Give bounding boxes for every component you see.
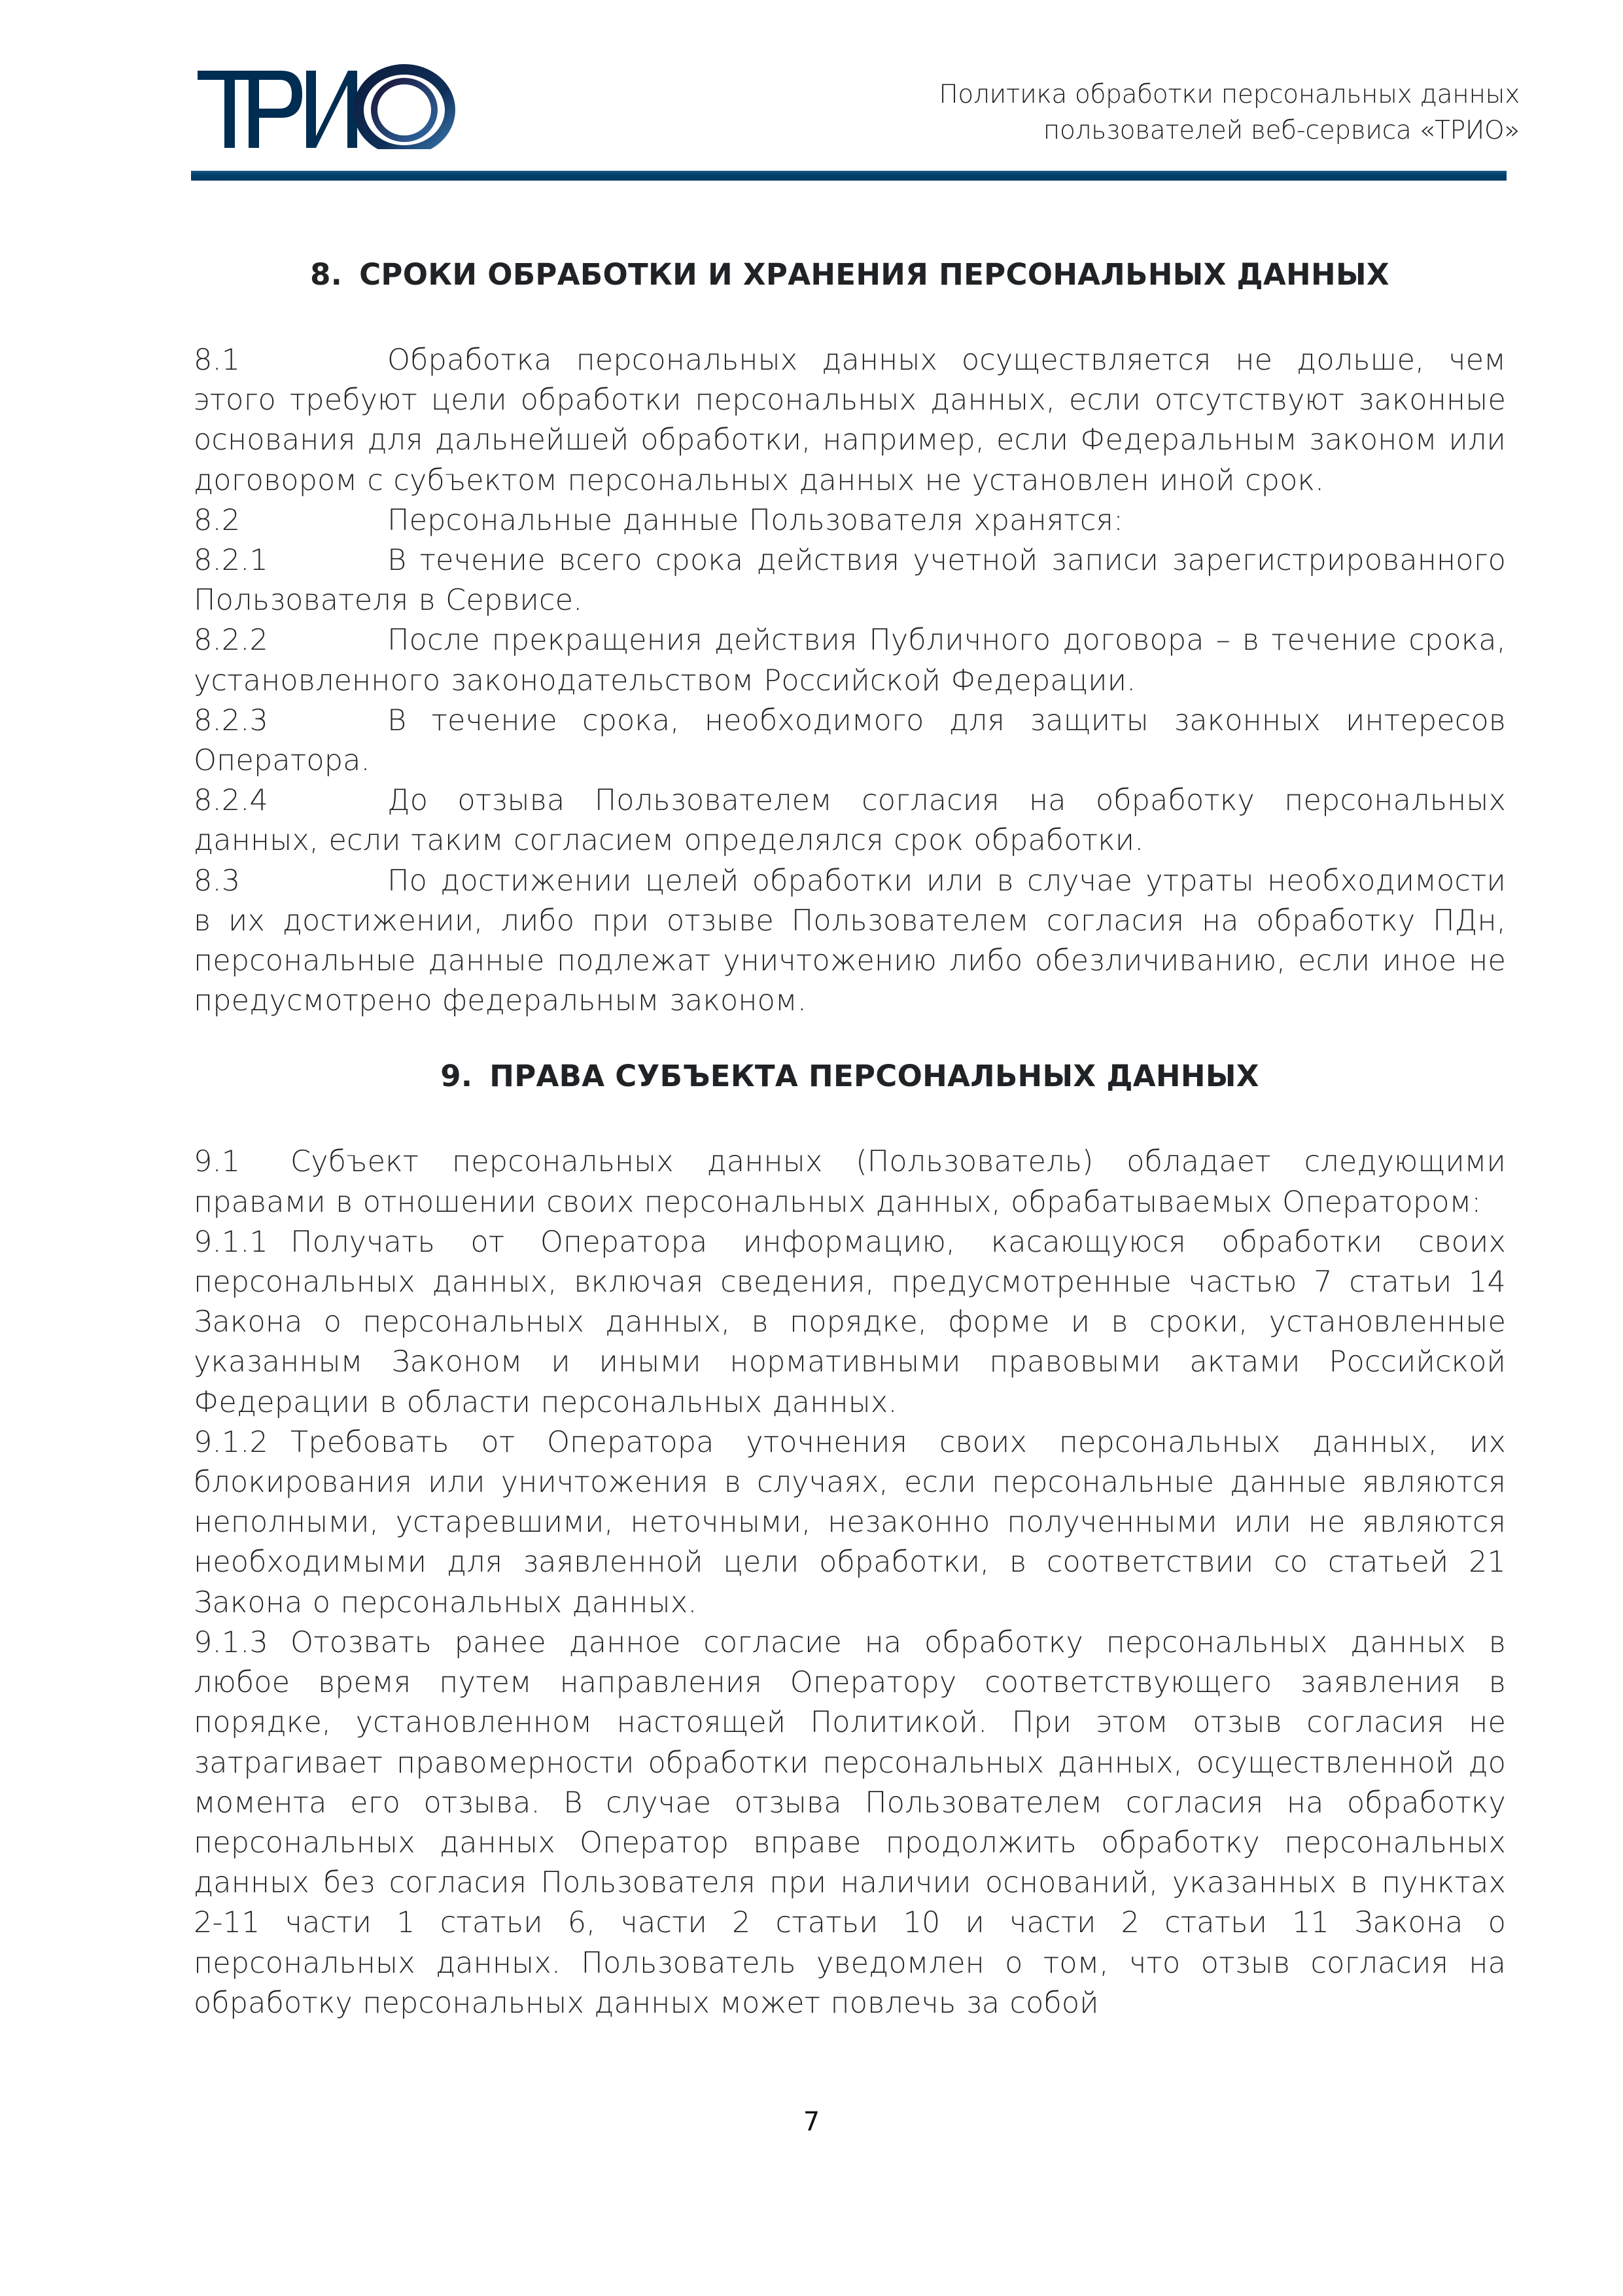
clause-number: 9.1.1 [194,1225,268,1259]
header-title-line-2: пользователей веб-сервиса «ТРИО» [1043,116,1520,145]
clause-number: 8.2.4 [194,784,268,818]
section-heading [194,255,1506,294]
document-body [194,242,1506,2023]
clause-text: Персональные данные Пользователя хранятся: [387,503,1124,537]
header-divider [191,171,1507,181]
clause-text: Субъект персональных данных (Пользователь) обладает следующими правами в отношении своих персональных данных, обрабатываемых Оператором: [194,1145,1506,1219]
clause-number: 8.2.3 [194,703,268,737]
section-8 [194,255,1506,1021]
clause-8-2-2 [194,620,1506,700]
clause-number: 8.1 [194,344,241,377]
clause-text: В течение всего срока действия учетной записи зарегистрированного Пользователя в Сервисе. [194,544,1506,618]
clause-9-1-3 [194,1623,1506,2023]
clause-number: 9.1.3 [194,1625,268,1659]
section-heading [194,1057,1506,1096]
header-title-line-1: Политика обработки персональных данных [939,80,1520,109]
clause-text: Получать от Оператора информацию, касающуюся обработки своих персональных данных, включая сведения, предусмотренные частью 7 статьи 14 Закона о персональных данных, в порядке, форме и в сроки, установленные указанным Законом и иными нормативными правовыми актами Российской Федерации в области персональных данных. [194,1225,1506,1419]
trio-logo [196,58,484,149]
clause-number: 8.3 [194,864,241,898]
clause-number: 9.1 [194,1145,241,1179]
clause-text: После прекращения действия Публичного договора – в течение срока, установленного законодательством Российской Федерации. [194,624,1506,698]
page-number: 7 [803,2107,820,2137]
section-title: СРОКИ ОБРАБОТКИ И ХРАНЕНИЯ ПЕРСОНАЛЬНЫХ ДАННЫХ [359,257,1389,292]
logo-letter-er [249,71,302,148]
clause-text: Требовать от Оператора уточнения своих персональных данных, их блокирования или уничтожения в случаях, если персональные данные являются неполными, устаревшими, неточными, незаконно полученными или не являются необходимыми для заявленной цели обработки, в соответствии со статьей 21 Закона о персональных данных. [194,1425,1506,1619]
logo-letter-i [306,71,357,148]
clause-9-1-2 [194,1422,1506,1623]
clause-number: 8.2.2 [194,624,268,658]
section-title: ПРАВА СУБЪЕКТА ПЕРСОНАЛЬНЫХ ДАННЫХ [489,1059,1259,1094]
clause-8-2-3 [194,701,1506,781]
document-header-title [800,77,1520,149]
clause-number: 8.2.1 [194,544,268,578]
section-9 [194,1057,1506,2022]
clause-8-2-1 [194,540,1506,620]
clause-text: До отзыва Пользователем согласия на обработку персональных данных, если таким согласием определялся срок обработки. [194,784,1506,858]
section-number: 9. [440,1059,473,1094]
section-number: 8. [310,257,343,292]
clause-9-1-1 [194,1222,1506,1422]
clause-8-1 [194,340,1506,501]
clause-number: 9.1.2 [194,1425,268,1459]
clause-text: Обработка персональных данных осуществляется не дольше, чем этого требуют цели обработки персональных данных, если отсутствуют законные основания для дальнейшей обработки, например, если Федеральным законом или договором с субъектом персональных данных не установлен иной срок. [194,344,1506,497]
clause-number: 8.2 [194,503,241,537]
clause-8-2 [194,501,1506,540]
clause-text: Отозвать ранее данное согласие на обработку персональных данных в любое время путем направления Оператору соответствующего заявления в порядке, установленном настоящей Политикой. При этом отзыв согласия не затрагивает правомерности обработки персональных данных, осуществленной до момента его отзыва. В случае отзыва Пользователем согласия на обработку персональных данных Оператор вправе продолжить обработку персональных данных без согласия Пользователя при наличии оснований, указанных в пунктах 2-11 части 1 статьи 6, части 2 статьи 10 и части 2 статьи 11 Закона о персональных данных. Пользователь уведомлен о том, что отзыв согласия на обработку персональных данных может повлечь за собой [194,1625,1506,2020]
clause-9-1 [194,1142,1506,1222]
clause-8-3 [194,861,1506,1021]
clause-8-2-4 [194,781,1506,860]
clause-text: В течение срока, необходимого для защиты законных интересов Оператора. [194,703,1506,778]
clause-text: По достижении целей обработки или в случае утраты необходимости в их достижении, либо при отзыве Пользователем согласия на обработку ПДн, персональные данные подлежат уничтожению либо обезличиванию, если иное не предусмотрено федеральным законом. [194,864,1506,1018]
logo-ring-inner [374,81,434,139]
